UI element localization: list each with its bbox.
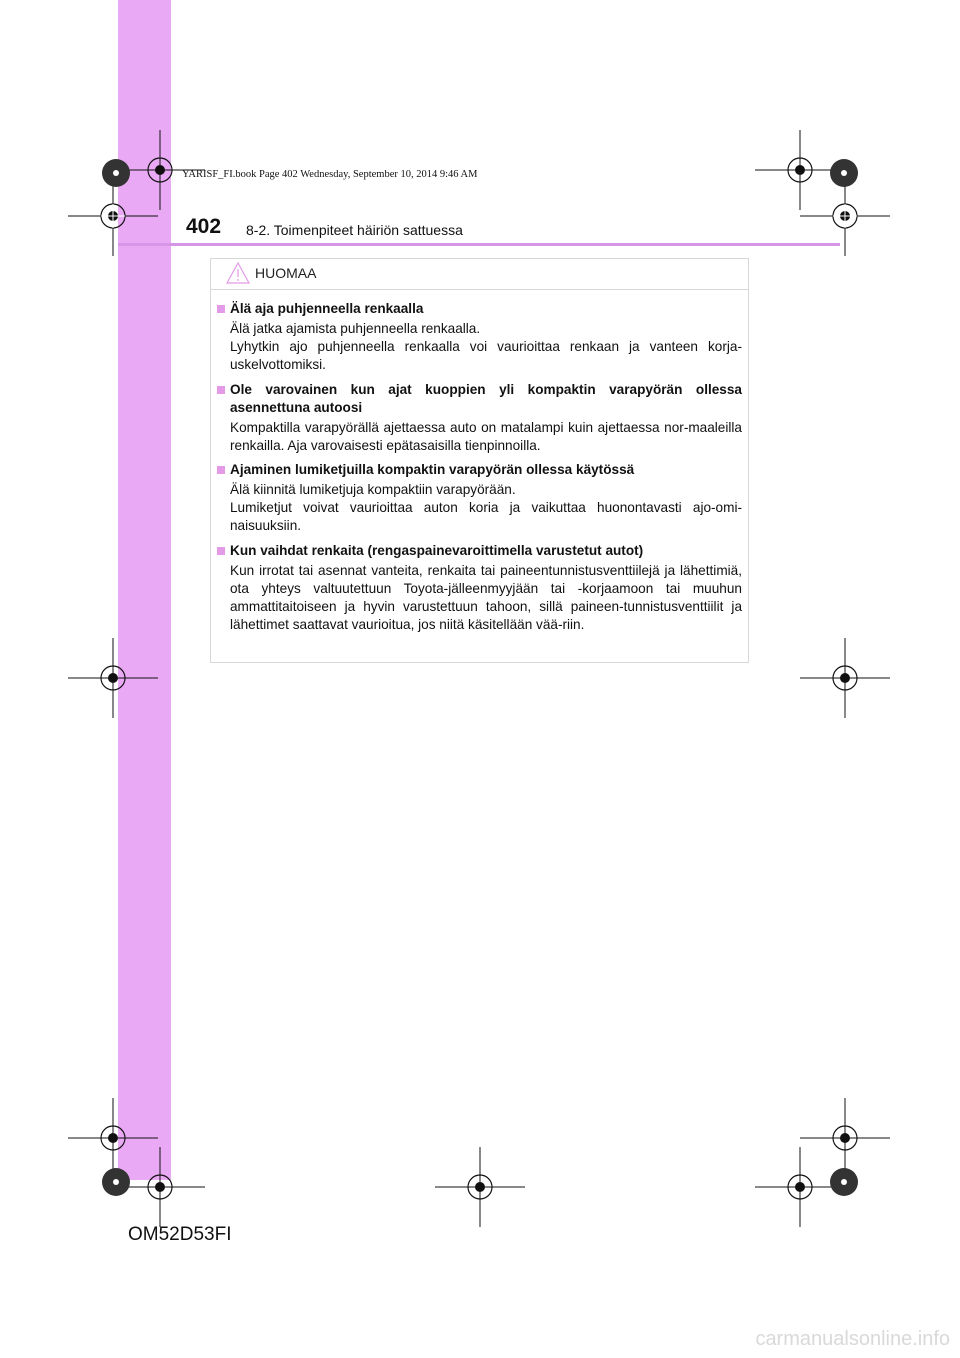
starburst-mark-icon xyxy=(829,1167,859,1197)
notice-item-text xyxy=(217,419,742,455)
notice-item-title xyxy=(217,300,742,318)
notice-item-title xyxy=(217,542,742,560)
document-code: OM52D53FI xyxy=(128,1224,232,1245)
notice-item-text xyxy=(217,481,742,536)
section-title: 8-2. Toimenpiteet häiriön sattuessa xyxy=(246,222,463,238)
square-bullet-icon xyxy=(217,466,225,474)
notice-item xyxy=(217,300,742,375)
notice-item xyxy=(217,542,742,635)
header-rule xyxy=(118,243,840,246)
registration-mark-icon xyxy=(435,1147,525,1227)
starburst-mark-icon xyxy=(101,1167,131,1197)
notice-box xyxy=(210,258,749,663)
notice-item-title-text: Ajaminen lumiketjuilla kompaktin varapyörän ollessa käytössä xyxy=(230,462,635,478)
notice-item-text xyxy=(217,320,742,375)
notice-item-title xyxy=(217,381,742,417)
notice-item-title-text: Ole varovainen kun ajat kuoppien yli kompaktin varapyörän ollessa asennettuna autoosi xyxy=(230,381,742,415)
paragraph: Kun irrotat tai asennat vanteita, renkaita tai paineentunnistusventtiilejä ja lähettimiä, ota yhteys valtuutettuun Toyota-jälleenmyyjään tai -korjaamoon tai muuhun ammattitaitoiseen ja hyvin varustettuun tahoon, sillä paineen-tunnistusventtiilit ja lähettimet saattavat vaurioitua, jos niitä käsitellään vää-riin. xyxy=(230,562,742,633)
square-bullet-icon xyxy=(217,547,225,555)
starburst-mark-icon xyxy=(829,158,859,188)
notice-item-title-text: Kun vaihdat renkaita (rengaspainevaroittimella varustetut autot) xyxy=(230,542,644,558)
notice-item-text xyxy=(217,562,742,635)
notice-header xyxy=(211,259,748,290)
paragraph: Lumiketjut voivat vaurioittaa auton koria ja vaikuttaa huonontavasti ajo-omi-naisuuksiin. xyxy=(230,500,742,534)
book-meta-line: YARISF_FI.book Page 402 Wednesday, September 10, 2014 9:46 AM xyxy=(182,169,478,180)
notice-body xyxy=(211,290,748,634)
warning-icon xyxy=(226,262,250,284)
paragraph: Kompaktilla varapyörällä ajettaessa auto on matalampi kuin ajettaessa nor-maaleilla renkailla. Aja varovaisesti epätasaisilla tienpinnoilla. xyxy=(230,419,742,453)
square-bullet-icon xyxy=(217,386,225,394)
notice-item xyxy=(217,461,742,536)
notice-item xyxy=(217,381,742,455)
notice-label: HUOMAA xyxy=(255,265,317,281)
paragraph: Älä jatka ajamista puhjenneella renkaalla. xyxy=(230,321,481,336)
starburst-mark-icon xyxy=(101,158,131,188)
notice-item-title xyxy=(217,461,742,479)
watermark: carmanualsonline.info xyxy=(755,1328,950,1350)
square-bullet-icon xyxy=(217,305,225,313)
registration-mark-icon xyxy=(68,638,158,718)
registration-mark-icon xyxy=(800,638,890,718)
notice-item-title-text: Älä aja puhjenneella renkaalla xyxy=(230,301,424,316)
page-number: 402 xyxy=(186,215,222,238)
paragraph: Älä kiinnitä lumiketjuja kompaktiin varapyörään. xyxy=(230,482,516,498)
paragraph: Lyhytkin ajo puhjenneella renkaalla voi vaurioittaa renkaan ja vanteen korja-uskelvottomiksi. xyxy=(230,339,742,373)
